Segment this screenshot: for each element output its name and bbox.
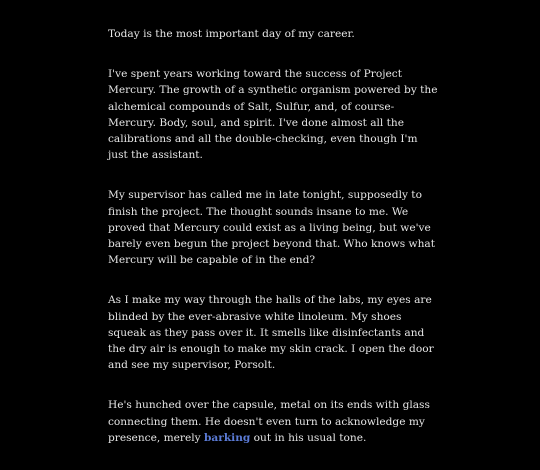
paragraph-5-text-after: out in his usual tone. [250,431,367,444]
paragraph-2: I've spent years working toward the success of Project Mercury. The growth of a synthetic organism powered by the alchemical compounds of Salt, Sulfur, and, of course- Mercury. Body, soul, and spirit. I've done almost all the calibrations and all the double-checking, even though I'm just the assistant. [108,68,438,162]
paragraph-1: Today is the most important day of my career. [108,28,355,40]
paragraph-4: As I make my way through the halls of the labs, my eyes are blinded by the ever-abrasive white linoleum. My shoes squeak as they pass over it. It smells like disinfectants and the dry air is enough to make my skin crack. I open the door and see my supervisor, Porsolt. [108,294,434,372]
story-passage [108,26,438,470]
paragraph-3: My supervisor has called me in late tonight, supposedly to finish the project. The thought sounds insane to me. We proved that Mercury could exist as a living being, but we've barely even begun the project beyond that. Who knows what Mercury will be capable of in the end? [108,189,435,267]
paragraph-5-text-before: He's hunched over the capsule, metal on its ends with glass connecting them. He doesn't even turn to acknowledge my presence, merely [108,399,430,444]
story-link-barking[interactable]: barking [203,431,251,444]
